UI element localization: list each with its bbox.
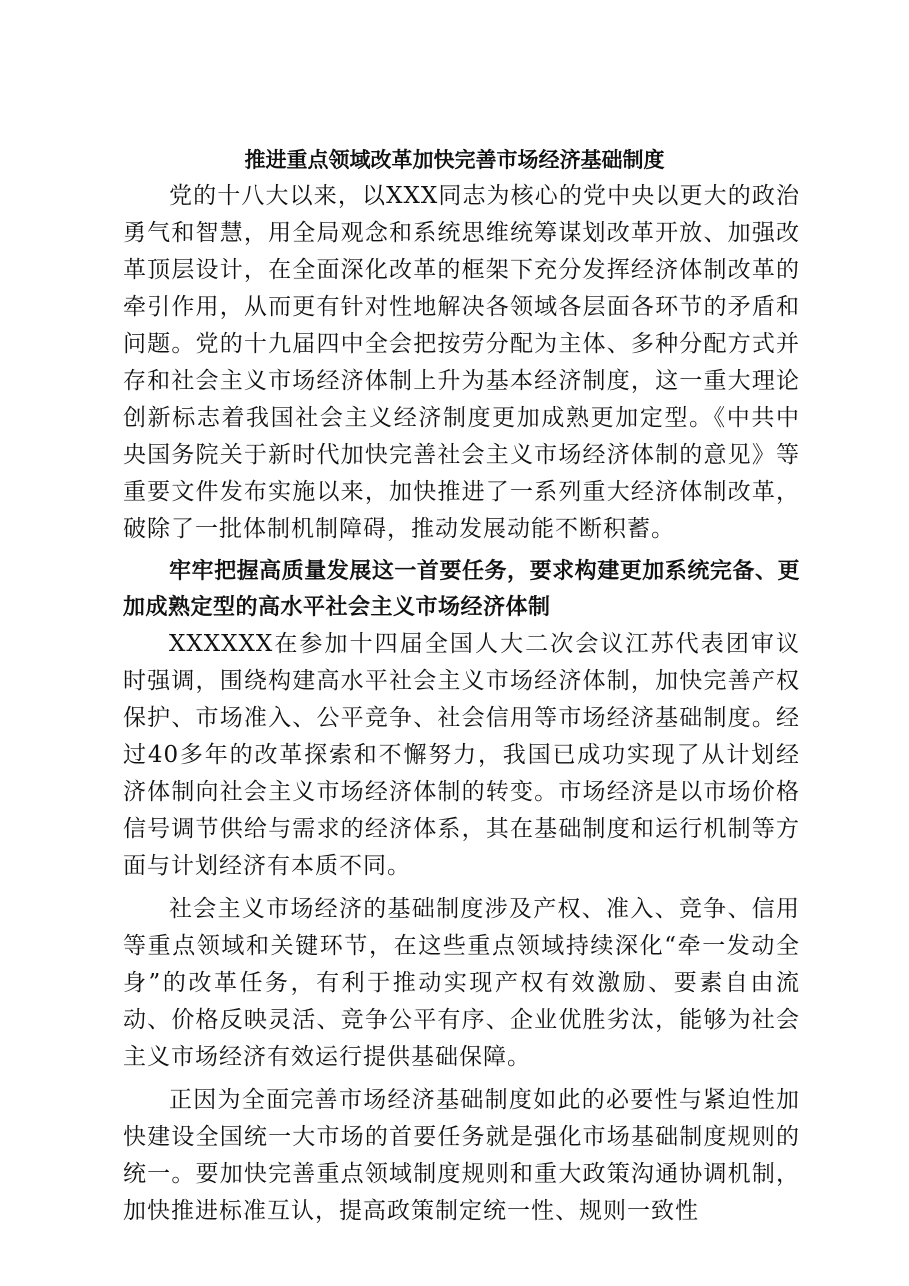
paragraph-3: 正因为全面完善市场经济基础制度如此的必要性与紧迫性加快建设全国统一大市场的首要任务就是强化市场基础制度规则的统一。要加快完善重点领域制度规则和重大政策沟通协调机制，加快推进标准互认，提高政策制定统一性、规则一致性 xyxy=(123,1087,800,1224)
document-title: 推进重点领域改革加快完善市场经济基础制度 xyxy=(244,147,665,172)
document-body xyxy=(123,178,800,1230)
paragraph-intro: 党的十八大以来，以XXX同志为核心的党中央以更大的政治勇气和智慧，用全局观念和系统思维统筹谋划改革开放、加强改革顶层设计，在全面深化改革的框架下充分发挥经济体制改革的牵引作用，从而更有针对性地解决各领域各层面各环节的矛盾和问题。党的十九届四中全会把按劳分配为主体、多种分配方式并存和社会主义市场经济体制上升为基本经济制度，这一重大理论创新标志着我国社会主义经济制度更加成熟更加定型。《中共中央国务院关于新时代加快完善社会主义市场经济体制的意见》等重要文件发布实施以来，加快推进了一系列重大经济体制改革，破除了一批体制机制障碍，推动发展动能不断积蓄。 xyxy=(123,183,800,542)
paragraph-1: XXXXXX在参加十四届全国人大二次会议江苏代表团审议时强调，围绕构建高水平社会主义市场经济体制，加快完善产权保护、市场准入、公平竞争、社会信用等市场经济基础制度。经过40多年的改革探索和不懈努力，我国已成功实现了从计划经济体制向社会主义市场经济体制的转变。市场经济是以市场价格信号调节供给与需求的经济体系，其在基础制度和运行机制等方面与计划经济有本质不同。 xyxy=(123,631,800,879)
section-heading: 牢牢把握高质量发展这一首要任务，要求构建更加系统完备、更加成熟定型的高水平社会主义市场经济体制 xyxy=(123,559,800,620)
paragraph-2: 社会主义市场经济的基础制度涉及产权、准入、竞争、信用等重点领域和关键环节，在这些重点领域持续深化“牵一发动全身”的改革任务，有利于推动实现产权有效激励、要素自由流动、价格反映灵活、竞争公平有序、企业优胜劣汰，能够为社会主义市场经济有效运行提供基础保障。 xyxy=(123,896,800,1070)
